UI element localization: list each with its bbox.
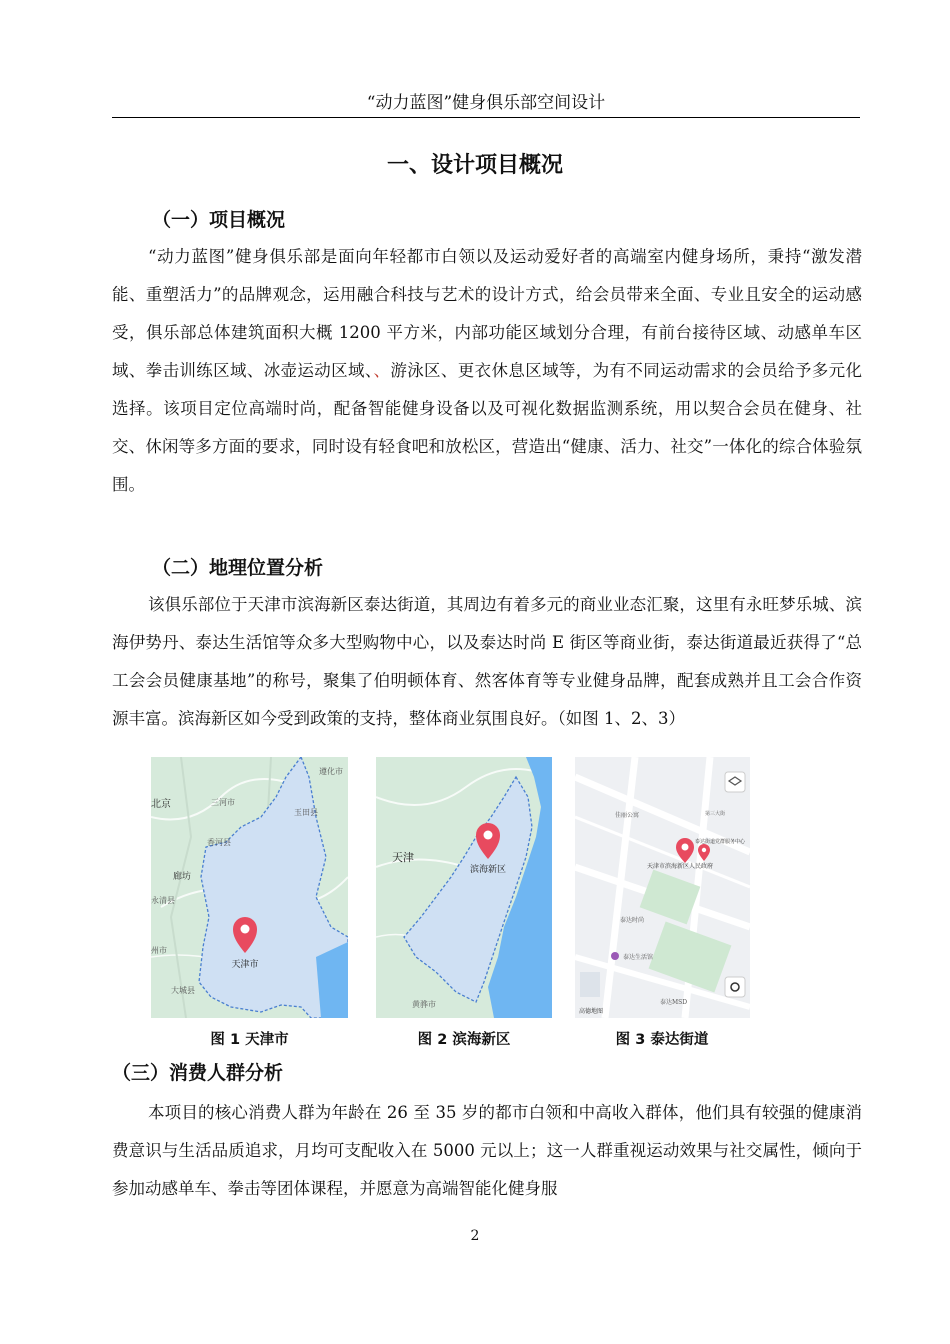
marker-label: 天津市滨海新区人民政府 [647,863,714,870]
map-label: 佳丽公寓 [615,812,640,819]
map-label: 第三大街 [705,811,726,817]
section-title: 一、设计项目概况 [386,153,563,178]
location-paragraph: 该俱乐部位于天津市滨海新区泰达街道，其周边有着多元的商业业态汇聚，这里有永旺梦乐城、滨海伊势丹、泰达生活馆等众多大型购物中心，以及泰达时尚 E 街区等商业街，泰达街道最近获得了“总工会会员健康基地”的称号，聚集了伯明顿体育、然客体育等专业健身品牌，配套成熟并且工会合作资源丰富。滨海新区如今受到政策的支持，整体商业氛围良好。（如图 1、2、3） [112,595,862,728]
running-header: “动力蓝图”健身俱乐部空间设计 [112,88,860,118]
marker-label: 滨海新区 [469,865,507,875]
map-label: 州市 [151,946,167,955]
map-label: 天津 [392,851,414,864]
figure-caption-2: 图 2 滨海新区 [417,1032,511,1048]
map-label: 香河县 [207,838,231,847]
map-label: 泰达时尚 [620,917,645,924]
map-label: 三河市 [211,798,235,807]
red-mark: 、 [373,361,391,380]
map-binhai [376,757,552,1018]
map-label: 永清县 [151,896,175,905]
figure-caption-1: 图 1 天津市 [210,1032,289,1048]
map-label: 泰达街道党群服务中心 [695,839,746,845]
map-teda-graphic [575,757,750,1018]
map-binhai-graphic [376,757,552,1018]
figure-caption-3: 图 3 泰达街道 [615,1032,709,1048]
map-label: 黄骅市 [412,1000,436,1009]
page-number: 2 [470,1228,480,1244]
consumers-paragraph: 本项目的核心消费人群为年龄在 26 至 35 岁的都市白领和中高收入群体，他们具有较强的健康消费意识与生活品质追求，月均可支配收入在 5000 元以上；这一人群重视运动效果与社交属性，倾向于参加动感单车、拳击等团体课程，并愿意为高端智能化健身服 [112,1103,862,1198]
subsection-heading-consumers: （三）消费人群分析 [112,1062,284,1084]
map-teda [575,757,750,1018]
map-label: 高德地图 [579,1008,604,1015]
map-label: 大城县 [171,986,195,995]
subsection-heading-location: （二）地理位置分析 [152,557,324,579]
map-label: 北京 [151,799,171,810]
map-tianjin-graphic [151,757,348,1018]
subsection-heading-overview: （一）项目概况 [152,209,286,231]
map-label: 遵化市 [319,767,343,776]
overview-paragraph: “动力蓝图”健身俱乐部是面向年轻都市白领以及运动爱好者的高端室内健身场所，秉持“激发潜能、重塑活力”的品牌观念，运用融合科技与艺术的设计方式，给会员带来全面、专业且安全的运动感受，俱乐部总体建筑面积大概 1200 平方米，内部功能区域划分合理，有前台接待区域、动感单车区域、拳击训练区域、冰壶运动区域、、游泳区、更衣休息区域等，为有不同运动需求的会员给予多元化选择。该项目定位高端时尚，配备智能健身设备以及可视化数据监测系统，用以契合会员在健身、社交、休闲等多方面的要求，同时设有轻食吧和放松区，营造出“健康、活力、社交”一体化的综合体验氛围。 [112,247,863,494]
map-tianjin [151,757,348,1018]
map-label: 玉田县 [294,808,318,817]
map-label: 泰达MSD [660,999,688,1006]
map-label: 泰达生活馆 [623,954,654,961]
marker-label: 天津市 [231,960,259,970]
map-label: 廊坊 [173,872,192,882]
